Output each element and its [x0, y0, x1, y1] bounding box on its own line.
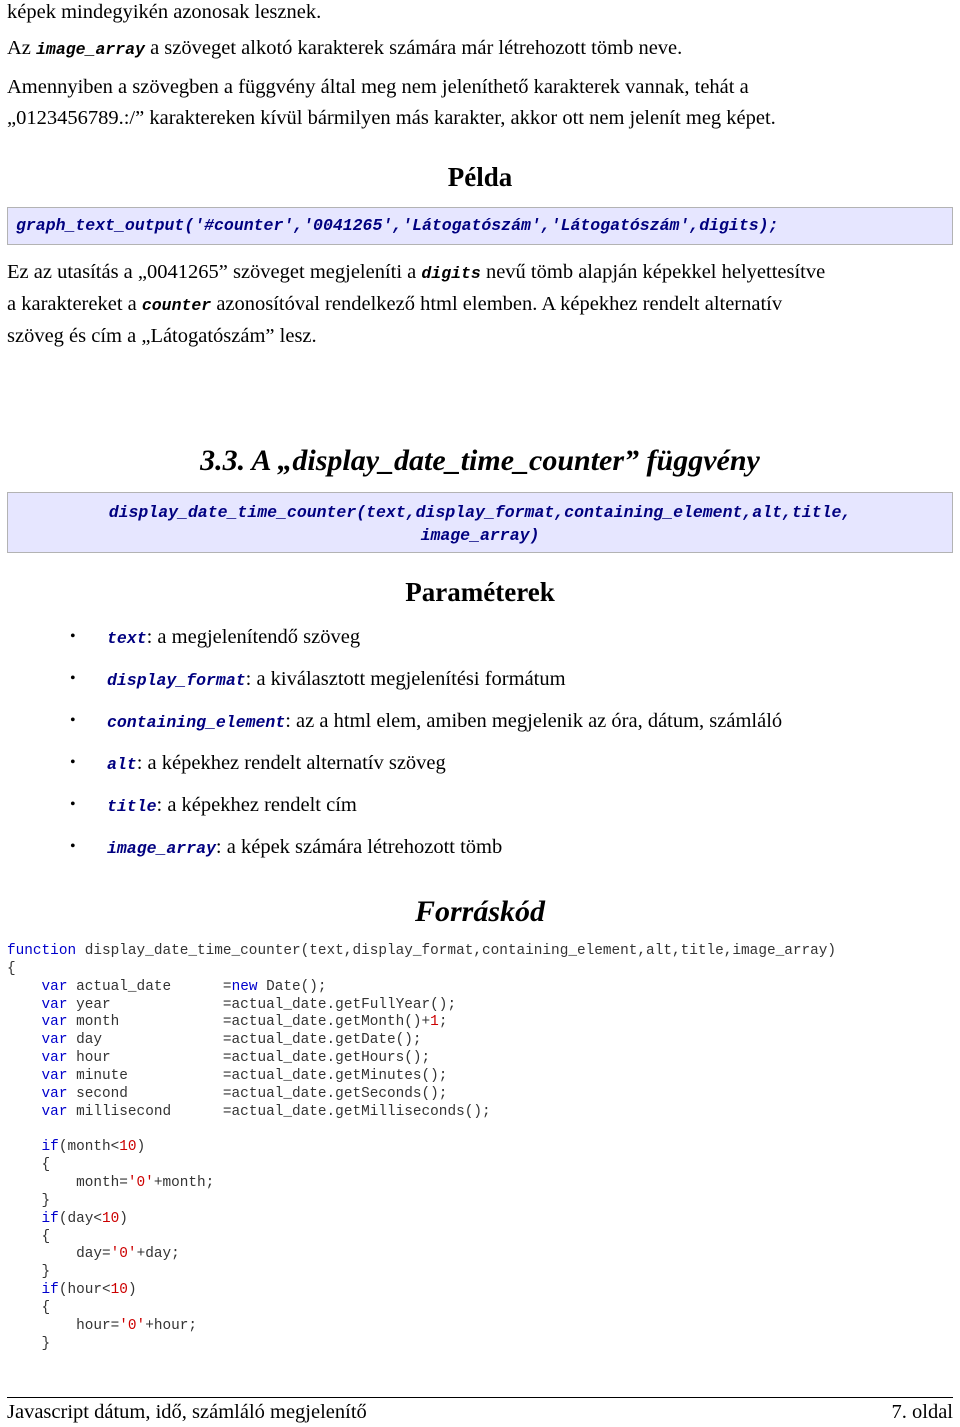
- code-line: [7, 1211, 836, 1229]
- inline-code-digits: digits: [421, 264, 481, 283]
- bullet-icon: •: [70, 838, 76, 855]
- code-token: month =actual_date.getMonth()+: [67, 1014, 431, 1031]
- code-token: +hour;: [145, 1317, 198, 1334]
- source-heading: Forráskód: [414, 895, 546, 928]
- param-desc: : a képekhez rendelt alternatív szöveg: [136, 752, 446, 774]
- code-token: [7, 997, 42, 1013]
- code-token: [7, 1282, 42, 1298]
- code-token: (hour<: [58, 1282, 111, 1299]
- code-line: [7, 1336, 836, 1354]
- inline-code-counter: counter: [141, 296, 212, 315]
- code-line: [7, 1157, 836, 1175]
- code-token: hour =actual_date.getHours();: [67, 1050, 431, 1067]
- code-token: {: [7, 1157, 51, 1174]
- code-token: [7, 1211, 42, 1227]
- param-item: [70, 830, 782, 872]
- bullet-icon: •: [70, 796, 76, 813]
- code-token: }: [7, 1264, 51, 1281]
- code-line: [7, 1229, 836, 1247]
- code-token: [7, 1050, 42, 1066]
- code-line: [7, 943, 836, 961]
- intro-line-3: Amennyiben a szövegben a függvény által meg nem jeleníthető karakterek vannak, tehát a: [7, 76, 749, 98]
- code-token: (month<: [58, 1139, 120, 1156]
- bullet-icon: •: [70, 670, 76, 687]
- code-token: year =actual_date.getFullYear();: [67, 996, 457, 1013]
- code-token: if: [41, 1282, 59, 1299]
- param-desc: : a kiválasztott megjelenítési formátum: [245, 668, 566, 690]
- code-line: [7, 1121, 836, 1139]
- code-token: (day<: [58, 1210, 103, 1227]
- code-token: var: [41, 978, 68, 995]
- code-token: if: [41, 1139, 59, 1156]
- code-token: 10: [119, 1139, 137, 1156]
- signature-line-1: display_date_time_counter(text,display_format,containing_element,alt,title,: [108, 503, 852, 522]
- intro-text: a szöveget alkotó karakterek számára már létrehozott tömb neve.: [144, 37, 683, 59]
- code-token: +day;: [136, 1246, 180, 1263]
- footer-divider: [7, 1397, 953, 1398]
- code-token: millisecond =actual_date.getMilliseconds();: [67, 1103, 491, 1120]
- code-token: [7, 1104, 42, 1120]
- desc-text: a karaktereket a: [7, 293, 142, 315]
- code-line: [7, 1050, 836, 1068]
- code-token: [7, 1032, 42, 1048]
- intro-line-2: [7, 33, 954, 65]
- code-token: ;: [438, 1014, 448, 1031]
- footer-page-number: 7. oldal: [891, 1401, 953, 1423]
- param-name: containing_element: [107, 713, 286, 732]
- code-token: var: [41, 996, 68, 1013]
- code-token: display_date_time_counter(text,display_format,containing_element,alt,title,image_array): [76, 943, 837, 959]
- example-desc-line-3: szöveg és cím a „Látogatószám” lesz.: [7, 325, 317, 347]
- param-desc: : a megjelenítendő szöveg: [146, 626, 361, 648]
- param-item: [70, 746, 782, 788]
- code-line: [7, 1014, 836, 1032]
- code-token: var: [41, 1032, 68, 1049]
- code-token: Date();: [257, 978, 327, 995]
- source-code-block: [7, 943, 836, 1353]
- code-line: [7, 997, 836, 1015]
- param-desc: : a képekhez rendelt cím: [156, 794, 357, 816]
- code-token: var: [41, 1067, 68, 1084]
- code-token: hour=: [7, 1317, 120, 1334]
- param-name: text: [107, 629, 147, 648]
- code-token: var: [41, 1085, 68, 1102]
- param-name: alt: [107, 755, 137, 774]
- code-token: +month;: [153, 1174, 215, 1191]
- code-token: actual_date =: [67, 978, 232, 995]
- intro-paragraph-3: [7, 72, 954, 134]
- code-token: [7, 979, 42, 995]
- code-line: [7, 1282, 836, 1300]
- param-item: [70, 788, 782, 830]
- params-list: [70, 620, 782, 872]
- example-heading: Példa: [447, 162, 513, 192]
- code-token: second =actual_date.getSeconds();: [67, 1085, 448, 1102]
- code-line: [7, 1104, 836, 1122]
- footer-title: Javascript dátum, idő, számláló megjelenítő: [7, 1401, 367, 1423]
- intro-line-1: képek mindegyikén azonosak lesznek.: [7, 1, 322, 23]
- inline-code-image-array: image_array: [36, 40, 145, 59]
- param-item: [70, 620, 782, 662]
- code-line: [7, 1139, 836, 1157]
- param-name: image_array: [107, 839, 216, 858]
- code-token: day =actual_date.getDate();: [67, 1032, 422, 1049]
- code-token: '0': [127, 1174, 154, 1191]
- code-token: function: [7, 943, 77, 959]
- bullet-icon: •: [70, 712, 76, 729]
- code-token: {: [7, 960, 16, 977]
- example-desc-line-2: [7, 289, 954, 321]
- code-token: ): [136, 1139, 146, 1156]
- code-line: [7, 961, 836, 979]
- code-token: {: [7, 1228, 51, 1245]
- code-token: month=: [7, 1174, 128, 1191]
- intro-paragraph: [7, 0, 954, 28]
- code-line: [7, 1032, 836, 1050]
- signature-line-2: image_array): [420, 526, 540, 545]
- code-token: if: [41, 1210, 59, 1227]
- code-line: [7, 1318, 836, 1336]
- example-code-box: graph_text_output('#counter','0041265','Látogatószám','Látogatószám',digits);: [7, 207, 953, 245]
- code-line: [7, 1300, 836, 1318]
- section-heading: 3.3. A „display_date_time_counter” függvény: [200, 444, 760, 477]
- bullet-icon: •: [70, 628, 76, 645]
- desc-text: azonosítóval rendelkező html elemben. A képekhez rendelt alternatív: [211, 293, 783, 315]
- signature-code-box: [7, 492, 953, 553]
- intro-text: Az: [7, 37, 37, 59]
- code-line: [7, 1086, 836, 1104]
- code-line: [7, 979, 836, 997]
- code-token: 1: [430, 1014, 439, 1031]
- example-description: [7, 257, 954, 352]
- code-token: minute =actual_date.getMinutes();: [67, 1067, 448, 1084]
- desc-text: nevű tömb alapján képekkel helyettesítve: [480, 261, 826, 283]
- example-desc-line-1: [7, 257, 954, 289]
- param-name: display_format: [107, 671, 246, 690]
- param-desc: : a képek számára létrehozott tömb: [215, 836, 503, 858]
- intro-paragraph-2: [7, 33, 954, 65]
- params-heading: Paraméterek: [405, 577, 555, 607]
- code-token: }: [7, 1192, 51, 1209]
- code-token: var: [41, 1014, 68, 1031]
- param-name: title: [107, 797, 157, 816]
- code-line: [7, 1175, 836, 1193]
- param-item: [70, 662, 782, 704]
- code-token: [7, 1086, 42, 1102]
- code-line: [7, 1193, 836, 1211]
- code-token: }: [7, 1335, 51, 1352]
- code-token: {: [7, 1299, 51, 1316]
- code-line: [7, 1246, 836, 1264]
- code-token: 10: [110, 1282, 128, 1299]
- code-token: var: [41, 1103, 68, 1120]
- param-desc: : az a html elem, amiben megjelenik az óra, dátum, számláló: [285, 710, 783, 732]
- code-token: ): [119, 1210, 128, 1227]
- code-token: ): [127, 1282, 137, 1299]
- code-line: [7, 1264, 836, 1282]
- code-token: new: [231, 978, 258, 995]
- code-line: [7, 1068, 836, 1086]
- code-token: '0': [119, 1317, 146, 1334]
- code-token: [7, 1068, 42, 1084]
- desc-text: Ez az utasítás a „0041265” szöveget megjeleníti a: [7, 261, 422, 283]
- code-token: [7, 1139, 42, 1155]
- bullet-icon: •: [70, 754, 76, 771]
- intro-line-4: „0123456789.:/” karaktereken kívül bármilyen más karakter, akkor ott nem jelenít meg képet.: [7, 107, 776, 129]
- code-token: [7, 1014, 42, 1030]
- code-token: '0': [110, 1246, 137, 1263]
- code-token: 10: [102, 1210, 120, 1227]
- param-item: [70, 704, 782, 746]
- code-token: var: [41, 1050, 68, 1067]
- code-token: day=: [7, 1246, 111, 1263]
